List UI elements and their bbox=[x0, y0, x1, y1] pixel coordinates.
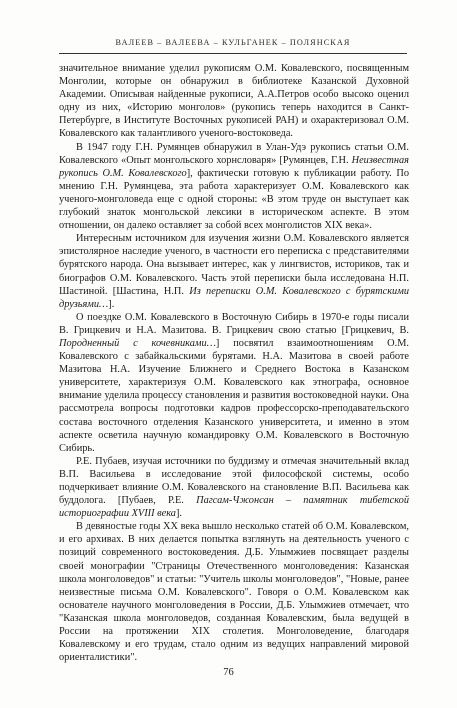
text-run: значительное внимание уделил рукописям О.М. Ковалевского, посвященным Монголии, которые он обнаружил в библиотеке Казанской Духовной Академии. Описывая найденные рукописи, А.А.Петров особо высоко оценил одну из них, «Историю монголов» (рукопись теперь находится в Санкт-Петербурге, в Институте Восточных рукописей РАН) и охарактеризовал О.М. Ковалевского как талантливого ученого-востоковеда. bbox=[59, 63, 409, 140]
text-run: ], фактически готовую к публикации работу. По мнению Г.Н. Румянцева, эта работа характеризует О.М. Ковалевского как ученого-монголоведа еще с одной стороны: «В этом труде он выступает как глубокий знаток монгольской лексики в историческом аспекте. В этом отношении, он далеко оставляет за собой всех монголистов XIX века». bbox=[59, 167, 409, 232]
italic-citation: Пагсам-Чжонсан – памятник тибетской историографии XVIII века bbox=[59, 495, 409, 520]
body-text bbox=[59, 62, 409, 664]
paragraph bbox=[59, 520, 409, 664]
page-number: 76 bbox=[223, 667, 234, 678]
text-run: ] посвятил взаимоотношениям О.М. Ковалевского с забайкальскими бурятами. Н.А. Мазитова в своей работе Мазитова Н.А. Изучение Ближнего и Среднего Востока в Казанском университете, характеризуя О.М. Ковалевского как этнографа, основное внимание уделила процессу становления и развития востоковедной науки. Она рассмотрела вопросы подготовки кадров профессорско-преподавательского состава восточного отделения Казанского университета, и именно в этом аспекте осветила научную командировку О.М. Ковалевского в Восточную Сибирь. bbox=[59, 337, 409, 454]
italic-citation: Из переписки О.М. Ковалевского с бурятскими друзьями… bbox=[59, 285, 409, 310]
running-header: ВАЛЕЕВ – ВАЛЕЕВА – КУЛЬГАНЕК – ПОЛЯНСКАЯ bbox=[115, 38, 351, 47]
text-run: В 1947 году Г.Н. Румянцев обнаружил в Улан-Удэ рукопись статьи О.М. Ковалевского «Опыт монгольского хорнсловаря» [Румянцев, Г.Н. bbox=[59, 141, 409, 166]
paragraph bbox=[59, 232, 409, 311]
text-run: ]. bbox=[108, 298, 115, 310]
text-run: В девяностые годы XX века вышло несколько статей об О.М. Ковалевском, и его архивах. В них делается попытка взглянуть на деятельность ученого с позиций современного востоковедения. Д.Б. Улымжиев посвящает разделы своей монографии "Страницы Отечественного монголоведения: Казанская школа монголоведов" и статьи: "Учитель школы монголоведов", "Новые, ранее неизвестные письма О.М. Ковалевского". Говоря о О.М. Ковалевском как основателе научного монголоведения в России, Д.Б. Улымжиев отмечает, что "Казанская школа монголоведов, созданная Ковалевским, была ведущей в России на протяжении XIX столетия. Монголоведение, благодаря Ковалевскому и его трудам, стало одним из ведущих направлений мировой ориенталистики". bbox=[59, 521, 409, 664]
italic-citation: Неизвестная рукопись О.М. Ковалевского bbox=[59, 154, 409, 179]
italic-citation: Породненный с кочевниками… bbox=[59, 337, 216, 349]
text-run: О поездке О.М. Ковалевского в Восточную Сибирь в 1970-е годы писали В. Грицкевич и Н.А. Мазитова. В. Грицкевич свою статью [Грицкевич, В. bbox=[59, 311, 409, 336]
text-run: ]. bbox=[175, 508, 182, 520]
paragraph bbox=[59, 141, 409, 233]
paragraph bbox=[59, 62, 409, 141]
text-run: Интересным источником для изучения жизни О.М. Ковалевского является эпистолярное наследие ученого, в частности его переписка с представителями бурятского народа. Она вызывает интерес, как у лингвистов, историков, так и биографов О.М. Ковалевского. Часть этой переписки была исследована Н.П. Шастиной. [Шастина, Н.П. bbox=[59, 233, 409, 297]
paragraph bbox=[59, 311, 409, 455]
text-run: Р.Е. Пубаев, изучая источники по буддизму и отмечая значительный вклад В.П. Васильева в исследование этой философской системы, особо подчеркивает влияние О.М. Ковалевского на становление В.П. Васильева как буддолога. [Пубаев, Р.Е. bbox=[59, 455, 409, 507]
paragraph bbox=[59, 455, 409, 520]
header-rule bbox=[59, 53, 407, 54]
